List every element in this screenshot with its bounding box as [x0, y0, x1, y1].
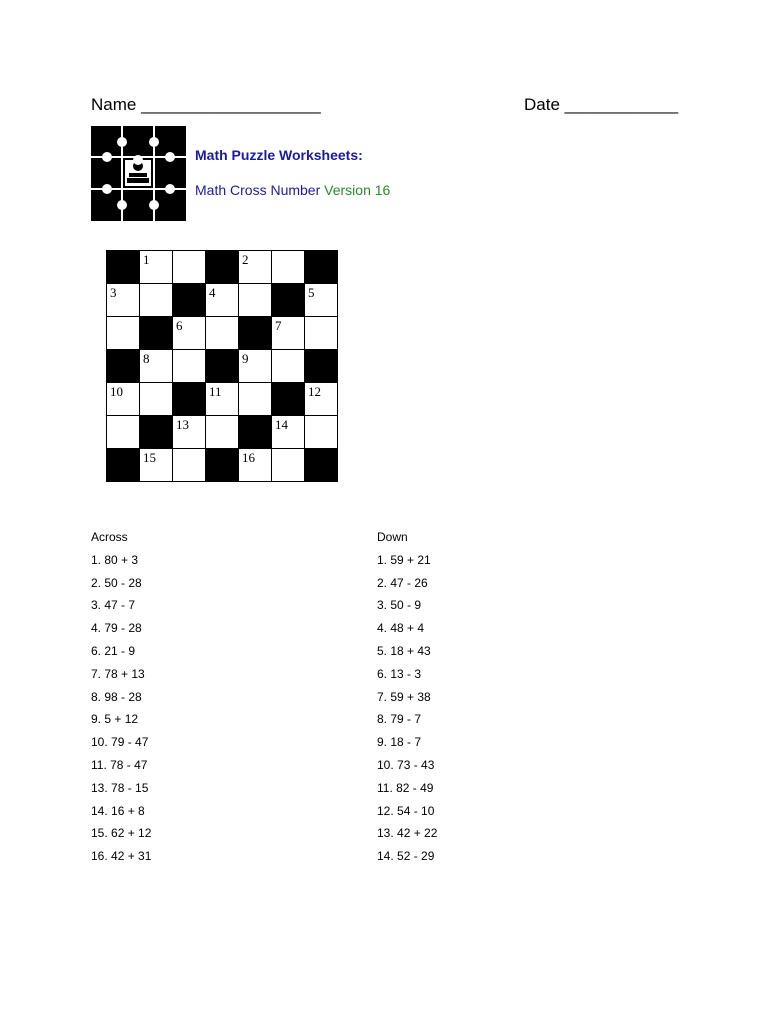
- grid-cell-black: [173, 284, 206, 317]
- name-field-label: Name ___________________: [91, 95, 321, 114]
- grid-cell-black: [107, 350, 140, 383]
- grid-cell-black: [206, 449, 239, 482]
- grid-cell-black: [239, 416, 272, 449]
- cell-number: 6: [176, 318, 183, 333]
- grid-cell[interactable]: [305, 284, 338, 317]
- across-clue: 16. 42 + 31: [91, 849, 152, 864]
- grid-row: [107, 251, 338, 284]
- grid-cell[interactable]: [107, 317, 140, 350]
- grid-cell-black: [272, 284, 305, 317]
- grid-cell-black: [107, 449, 140, 482]
- grid-cell-black: [272, 383, 305, 416]
- down-clue: 2. 47 - 26: [377, 575, 428, 590]
- down-clue: 14. 52 - 29: [377, 849, 435, 864]
- cell-number: 1: [143, 252, 150, 267]
- grid-cell[interactable]: [206, 284, 239, 317]
- grid-row: [107, 416, 338, 449]
- down-clue: 13. 42 + 22: [377, 826, 438, 841]
- down-clue: 12. 54 - 10: [377, 803, 435, 818]
- grid-cell[interactable]: [206, 416, 239, 449]
- grid-cell[interactable]: [239, 449, 272, 482]
- grid-cell[interactable]: [140, 251, 173, 284]
- across-clue: 15. 62 + 12: [91, 826, 152, 841]
- grid-cell[interactable]: [140, 383, 173, 416]
- across-clue: 6. 21 - 9: [91, 643, 136, 658]
- worksheet-subtitle: [195, 182, 390, 198]
- down-heading: Down: [377, 530, 408, 544]
- subtitle-version: Version 16: [324, 182, 391, 198]
- down-clue: 11. 82 - 49: [377, 780, 434, 795]
- across-clue: 10. 79 - 47: [91, 735, 149, 750]
- grid-cell-black: [206, 350, 239, 383]
- across-clue: 2. 50 - 28: [91, 575, 142, 590]
- down-clue: 9. 18 - 7: [377, 735, 422, 750]
- cell-number: 7: [275, 318, 282, 333]
- puzzle-pieces-logo-icon: [91, 126, 186, 221]
- grid-cell[interactable]: [140, 284, 173, 317]
- down-clue: 1. 59 + 21: [377, 552, 431, 567]
- grid-cell[interactable]: [272, 416, 305, 449]
- down-clue: 10. 73 - 43: [377, 757, 435, 772]
- grid-cell[interactable]: [272, 317, 305, 350]
- grid-cell[interactable]: [239, 251, 272, 284]
- grid-cell[interactable]: [305, 317, 338, 350]
- cell-number: 9: [242, 351, 249, 366]
- across-clues: [91, 529, 151, 871]
- grid-cell-black: [206, 251, 239, 284]
- across-clue: 3. 47 - 7: [91, 598, 136, 613]
- cross-number-grid: [106, 250, 338, 482]
- cell-number: 13: [176, 417, 189, 432]
- grid-cell[interactable]: [140, 350, 173, 383]
- grid-cell[interactable]: [140, 449, 173, 482]
- grid-cell[interactable]: [272, 449, 305, 482]
- grid-cell[interactable]: [206, 317, 239, 350]
- grid-row: [107, 449, 338, 482]
- across-clue: 13. 78 - 15: [91, 780, 149, 795]
- cell-number: 5: [308, 285, 315, 300]
- across-heading: Across: [91, 530, 128, 544]
- grid-row: [107, 350, 338, 383]
- subtitle-name: Math Cross Number: [195, 182, 321, 198]
- grid-cell-black: [107, 251, 140, 284]
- grid-cell[interactable]: [173, 251, 206, 284]
- across-clue: 1. 80 + 3: [91, 552, 139, 567]
- grid-cell[interactable]: [107, 383, 140, 416]
- across-clue: 4. 79 - 28: [91, 621, 142, 636]
- grid-cell[interactable]: [239, 284, 272, 317]
- across-clue: 9. 5 + 12: [91, 712, 139, 727]
- grid-cell-black: [239, 317, 272, 350]
- grid-cell[interactable]: [239, 383, 272, 416]
- cell-number: 14: [275, 417, 288, 432]
- down-clue: 4. 48 + 4: [377, 621, 425, 636]
- grid-cell-black: [305, 350, 338, 383]
- grid-cell-black: [173, 383, 206, 416]
- down-clue: 5. 18 + 43: [377, 643, 431, 658]
- cell-number: 3: [110, 285, 117, 300]
- worksheet-title: Math Puzzle Worksheets:: [195, 147, 363, 163]
- grid-cell[interactable]: [173, 317, 206, 350]
- across-clue: 8. 98 - 28: [91, 689, 142, 704]
- grid-row: [107, 317, 338, 350]
- grid-cell-black: [140, 416, 173, 449]
- cell-number: 2: [242, 252, 249, 267]
- grid-row: [107, 383, 338, 416]
- cell-number: 8: [143, 351, 150, 366]
- date-field-label: Date ____________: [524, 95, 679, 114]
- down-clue: 3. 50 - 9: [377, 598, 422, 613]
- cell-number: 10: [110, 384, 123, 399]
- grid-cell[interactable]: [272, 251, 305, 284]
- across-clue: 14. 16 + 8: [91, 803, 145, 818]
- grid-cell-black: [305, 449, 338, 482]
- grid-cell[interactable]: [206, 383, 239, 416]
- grid-cell-black: [305, 251, 338, 284]
- grid-cell[interactable]: [239, 350, 272, 383]
- grid-cell[interactable]: [173, 350, 206, 383]
- across-clue: 11. 78 - 47: [91, 757, 148, 772]
- grid-cell[interactable]: [305, 383, 338, 416]
- down-clue: 6. 13 - 3: [377, 666, 422, 681]
- grid-cell-black: [140, 317, 173, 350]
- cell-number: 16: [242, 450, 255, 465]
- grid-cell[interactable]: [107, 284, 140, 317]
- across-clue: 7. 78 + 13: [91, 666, 145, 681]
- grid-cell[interactable]: [305, 416, 338, 449]
- down-clue: 7. 59 + 38: [377, 689, 431, 704]
- grid-cell[interactable]: [173, 416, 206, 449]
- grid-row: [107, 284, 338, 317]
- cell-number: 12: [308, 384, 321, 399]
- cell-number: 15: [143, 450, 156, 465]
- cell-number: 11: [209, 384, 222, 399]
- down-clue: 8. 79 - 7: [377, 712, 422, 727]
- down-clues: [377, 529, 437, 871]
- grid-cell[interactable]: [173, 449, 206, 482]
- grid-cell[interactable]: [272, 350, 305, 383]
- grid-cell[interactable]: [107, 416, 140, 449]
- cell-number: 4: [209, 285, 216, 300]
